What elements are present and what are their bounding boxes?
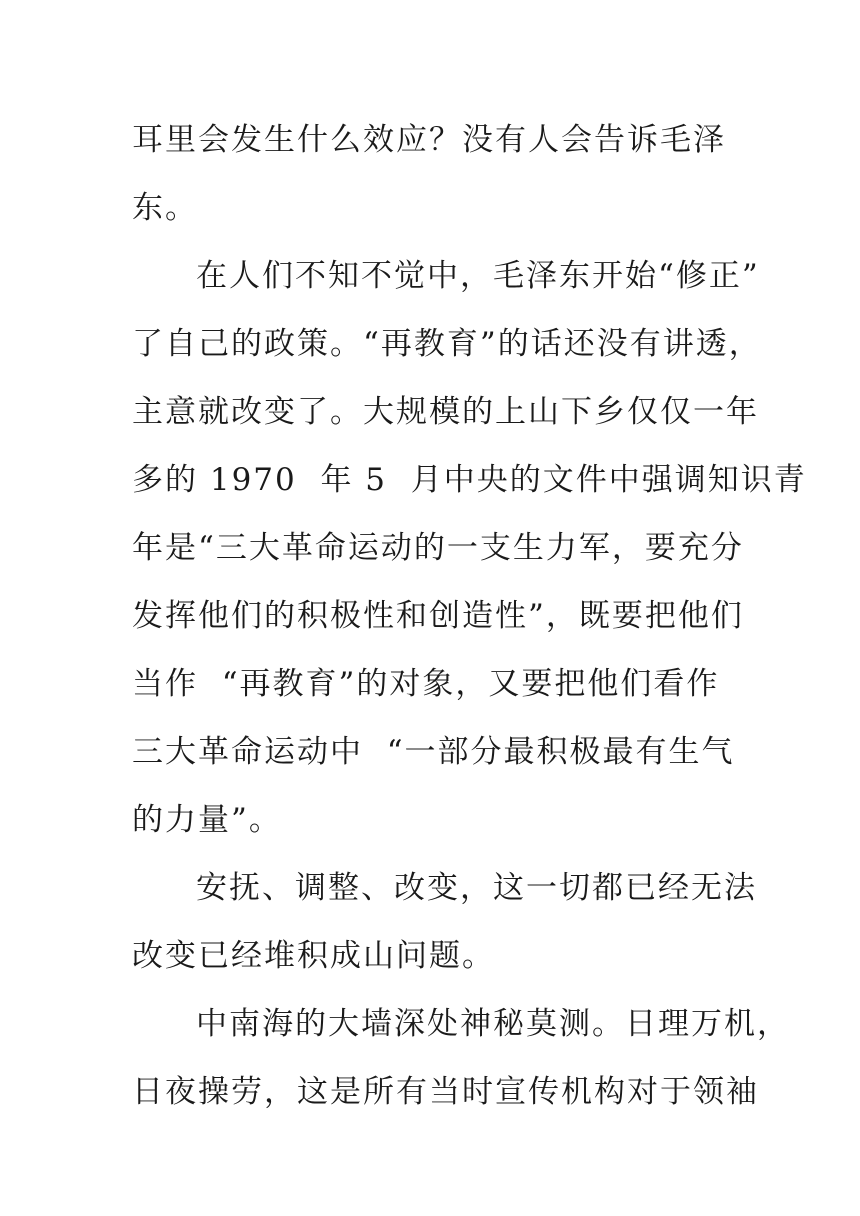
text-line: 当作 “再教育”的对象，又要把他们看作 [132, 666, 720, 702]
text-line: 主意就改变了。大规模的上山下乡仅仅一年 [132, 394, 759, 430]
text-line: 的力量”。 [132, 802, 282, 838]
text-line: 多的 1970 年 5 月中央的文件中强调知识青 [132, 462, 807, 498]
text-line: 发挥他们的积极性和创造性”，既要把他们 [132, 598, 744, 634]
text-line: 改变已经堆积成山问题。 [132, 938, 495, 974]
paragraph-start-line: 安抚、调整、改变，这一切都已经无法 [196, 870, 757, 906]
text-line: 日夜操劳，这是所有当时宣传机构对于领袖 [132, 1074, 759, 1110]
paragraph-start-line: 中南海的大墙深处神秘莫测。日理万机， [196, 1006, 790, 1042]
text-line: 三大革命运动中 “一部分最积极最有生气 [132, 734, 735, 770]
text-line: 耳里会发生什么效应？没有人会告诉毛泽 [132, 122, 726, 158]
paragraph-start-line: 在人们不知不觉中，毛泽东开始“修正” [196, 258, 760, 294]
text-line: 了自己的政策。“再教育”的话还没有讲透， [132, 326, 762, 362]
text-line: 东。 [132, 190, 198, 226]
text-line: 年是“三大革命运动的一支生力军，要充分 [132, 530, 744, 566]
